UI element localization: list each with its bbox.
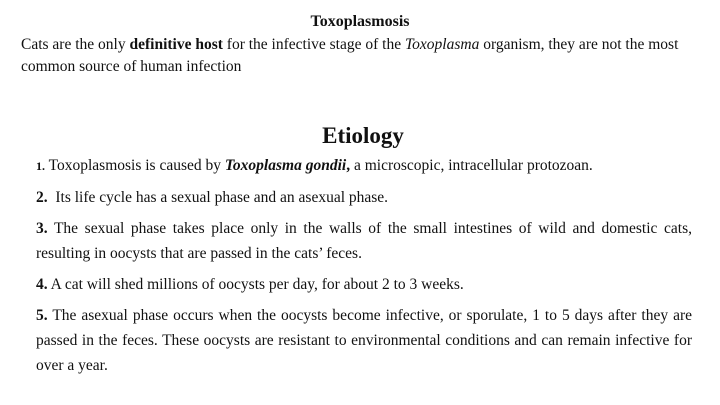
list-item-number: 1. bbox=[36, 159, 45, 173]
list-item-text: Toxoplasmosis is caused by bbox=[45, 157, 225, 174]
list-item-3 bbox=[36, 216, 692, 266]
list-item-1 bbox=[36, 153, 692, 179]
list-item-text: The asexual phase occurs when the oocysts become infective, or sporulate, 1 to 5 days after they are passed in the feces. These oocysts are resistant to environmental conditions and can remain infective for over a year. bbox=[36, 307, 692, 374]
list-item-number: 3. bbox=[36, 220, 48, 237]
intro-paragraph bbox=[21, 34, 691, 78]
list-item-text: a microscopic, intracellular protozoan. bbox=[350, 157, 593, 174]
intro-italic-term: Toxoplasma bbox=[404, 36, 480, 53]
list-item-5 bbox=[36, 303, 692, 378]
slide-title: Toxoplasmosis bbox=[310, 13, 410, 30]
intro-text-2: for the infective stage of the bbox=[222, 36, 405, 53]
list-item-number: 5. bbox=[36, 307, 48, 324]
species-name-suffix: , bbox=[346, 157, 351, 174]
list-item-4 bbox=[36, 272, 692, 297]
list-item-text: A cat will shed millions of oocysts per day, for about 2 to 3 weeks. bbox=[47, 276, 464, 293]
intro-text-1: Cats are the only bbox=[21, 36, 130, 53]
section-title: Etiology bbox=[322, 123, 404, 148]
list-item-text: Its life cycle has a sexual phase and an asexual phase. bbox=[47, 189, 389, 206]
list-item-number: 2. bbox=[36, 189, 48, 206]
etiology-list bbox=[36, 153, 692, 384]
list-item-text: The sexual phase takes place only in the walls of the small intestines of wild and domestic cats, resulting in oocysts that are passed in the cats’ feces. bbox=[36, 220, 692, 262]
list-item-number: 4. bbox=[36, 276, 48, 293]
intro-bold-term: definitive host bbox=[129, 36, 223, 53]
intro-text-3: organism, they are not the most common source of human infection bbox=[21, 36, 679, 75]
list-item-2 bbox=[36, 185, 692, 210]
species-name: Toxoplasma gondii bbox=[224, 157, 347, 174]
